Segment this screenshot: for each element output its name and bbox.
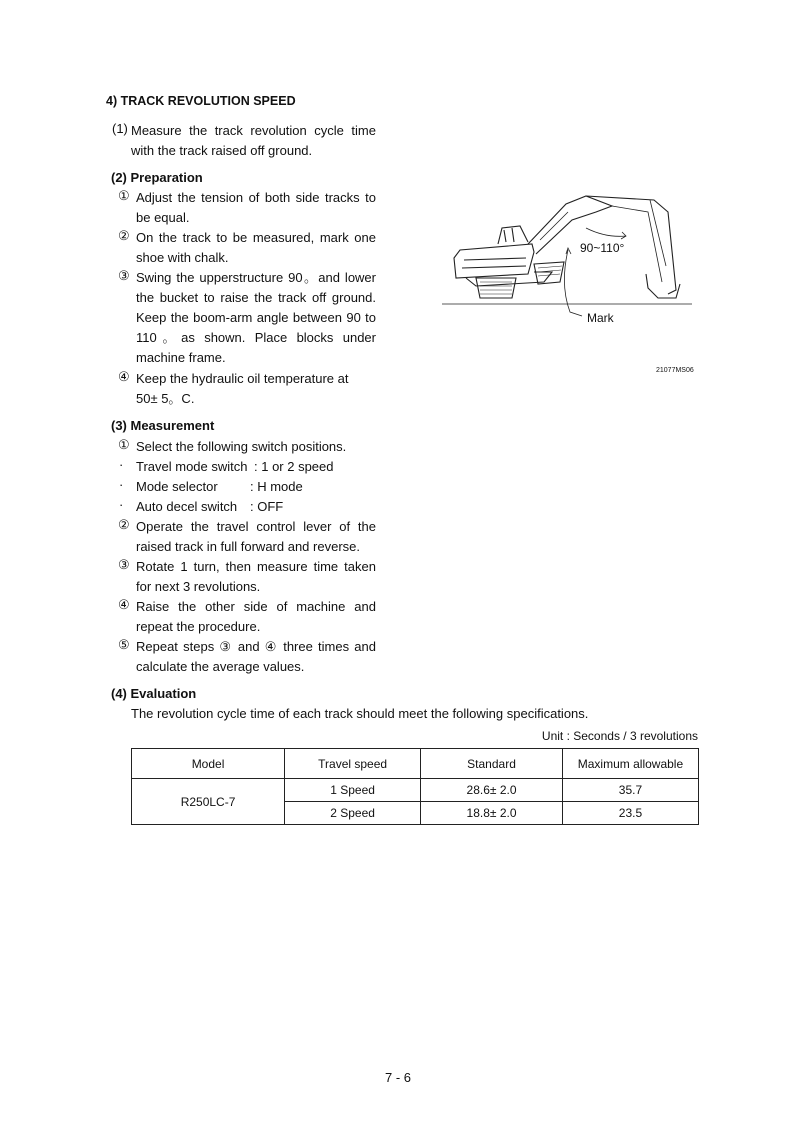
switch-name: Travel mode switch xyxy=(136,459,248,474)
cell-standard: 18.8± 2.0 xyxy=(421,802,563,825)
header-model: Model xyxy=(132,749,285,779)
evaluation-heading: (4) Evaluation xyxy=(111,686,197,701)
cell-max: 23.5 xyxy=(562,802,698,825)
meas-item-2-line-2: raised track in full forward and reverse. xyxy=(136,539,360,554)
table-header-row xyxy=(132,749,699,779)
excavator-drawing xyxy=(436,186,706,376)
meas-item-5-line-2: calculate the average values. xyxy=(136,659,305,674)
prep-item-3-line-4: 110。as shown. Place blocks under xyxy=(136,330,376,345)
cell-speed: 1 Speed xyxy=(285,779,421,802)
meas-item-2-line-1: Operate the travel control lever of the xyxy=(136,519,376,534)
angle-label: 90~110° xyxy=(580,241,625,255)
switch-value: : 1 or 2 speed xyxy=(254,459,334,474)
mark-label: Mark xyxy=(587,311,614,325)
section-title: 4) TRACK REVOLUTION SPEED xyxy=(106,94,296,108)
measurement-heading: (3) Measurement xyxy=(111,418,215,433)
page-number: 7 - 6 xyxy=(385,1070,412,1085)
meas-item-3-marker: ③ xyxy=(118,557,130,572)
prep-item-2-line-1: On the track to be measured, mark one xyxy=(136,230,376,245)
prep-item-4-line-1: Keep the hydraulic oil temperature at xyxy=(136,371,349,386)
cell-max: 35.7 xyxy=(562,779,698,802)
excavator-figure xyxy=(436,186,706,376)
prep-item-3-line-3: Keep the boom-arm angle between 90 to xyxy=(136,310,376,325)
prep-item-2-line-2: shoe with chalk. xyxy=(136,250,229,265)
prep-item-4-line-2: 50± 5。C. xyxy=(136,391,195,406)
switch-name: Auto decel switch xyxy=(136,499,238,514)
mark-leader xyxy=(564,250,582,316)
prep-item-2-marker: ② xyxy=(118,228,130,243)
prep-item-3-line-1: Swing the upperstructure 90。and lower xyxy=(136,270,376,285)
step-1-label: (1) xyxy=(112,121,128,136)
header-travel-speed: Travel speed xyxy=(285,749,421,779)
preparation-heading: (2) Preparation xyxy=(111,170,203,185)
meas-item-5-marker: ⑤ xyxy=(118,637,130,652)
cell-model: R250LC-7 xyxy=(132,779,285,825)
cell-standard: 28.6± 2.0 xyxy=(421,779,563,802)
bullet: · xyxy=(119,497,124,512)
prep-item-3-line-2: the bucket to raise the track off ground. xyxy=(136,290,376,305)
prep-item-3-marker: ③ xyxy=(118,268,130,283)
meas-item-2-marker: ② xyxy=(118,517,130,532)
cell-speed: 2 Speed xyxy=(285,802,421,825)
prep-item-4-marker: ④ xyxy=(118,369,130,384)
meas-item-1-marker: ① xyxy=(118,437,130,452)
meas-item-3-line-2: for next 3 revolutions. xyxy=(136,579,261,594)
angle-arc xyxy=(586,228,626,236)
meas-item-4-line-2: repeat the procedure. xyxy=(136,619,261,634)
prep-item-3-line-5: machine frame. xyxy=(136,350,226,365)
header-standard: Standard xyxy=(421,749,563,779)
step-1-line-1: Measure the track revolution cycle time xyxy=(131,123,376,138)
bullet: · xyxy=(119,477,124,492)
spec-table xyxy=(131,748,699,825)
upper-structure xyxy=(454,244,534,278)
track-right xyxy=(534,262,564,284)
meas-item-1-text: Select the following switch positions. xyxy=(136,439,347,454)
bullet: · xyxy=(119,457,124,472)
switch-name: Mode selector xyxy=(136,479,218,494)
header-max-allowable: Maximum allowable xyxy=(562,749,698,779)
unit-note: Unit : Seconds / 3 revolutions xyxy=(541,729,698,743)
track-left xyxy=(476,278,516,298)
switch-value: : H mode xyxy=(250,479,303,494)
prep-item-1-marker: ① xyxy=(118,188,130,203)
switch-value: : OFF xyxy=(250,499,284,514)
meas-item-5-line-1: Repeat steps ③ and ④ three times and xyxy=(136,639,376,654)
meas-item-3-line-1: Rotate 1 turn, then measure time taken xyxy=(136,559,376,574)
evaluation-text: The revolution cycle time of each track should meet the following specifications. xyxy=(131,706,589,721)
prep-item-1-line-2: be equal. xyxy=(136,210,190,225)
meas-item-4-marker: ④ xyxy=(118,597,130,612)
prep-item-1-line-1: Adjust the tension of both side tracks to xyxy=(136,190,376,205)
meas-item-4-line-1: Raise the other side of machine and xyxy=(136,599,376,614)
table-row xyxy=(132,779,699,802)
step-1-line-2: with the track raised off ground. xyxy=(131,143,313,158)
figure-code: 21077MS06 xyxy=(656,367,694,374)
